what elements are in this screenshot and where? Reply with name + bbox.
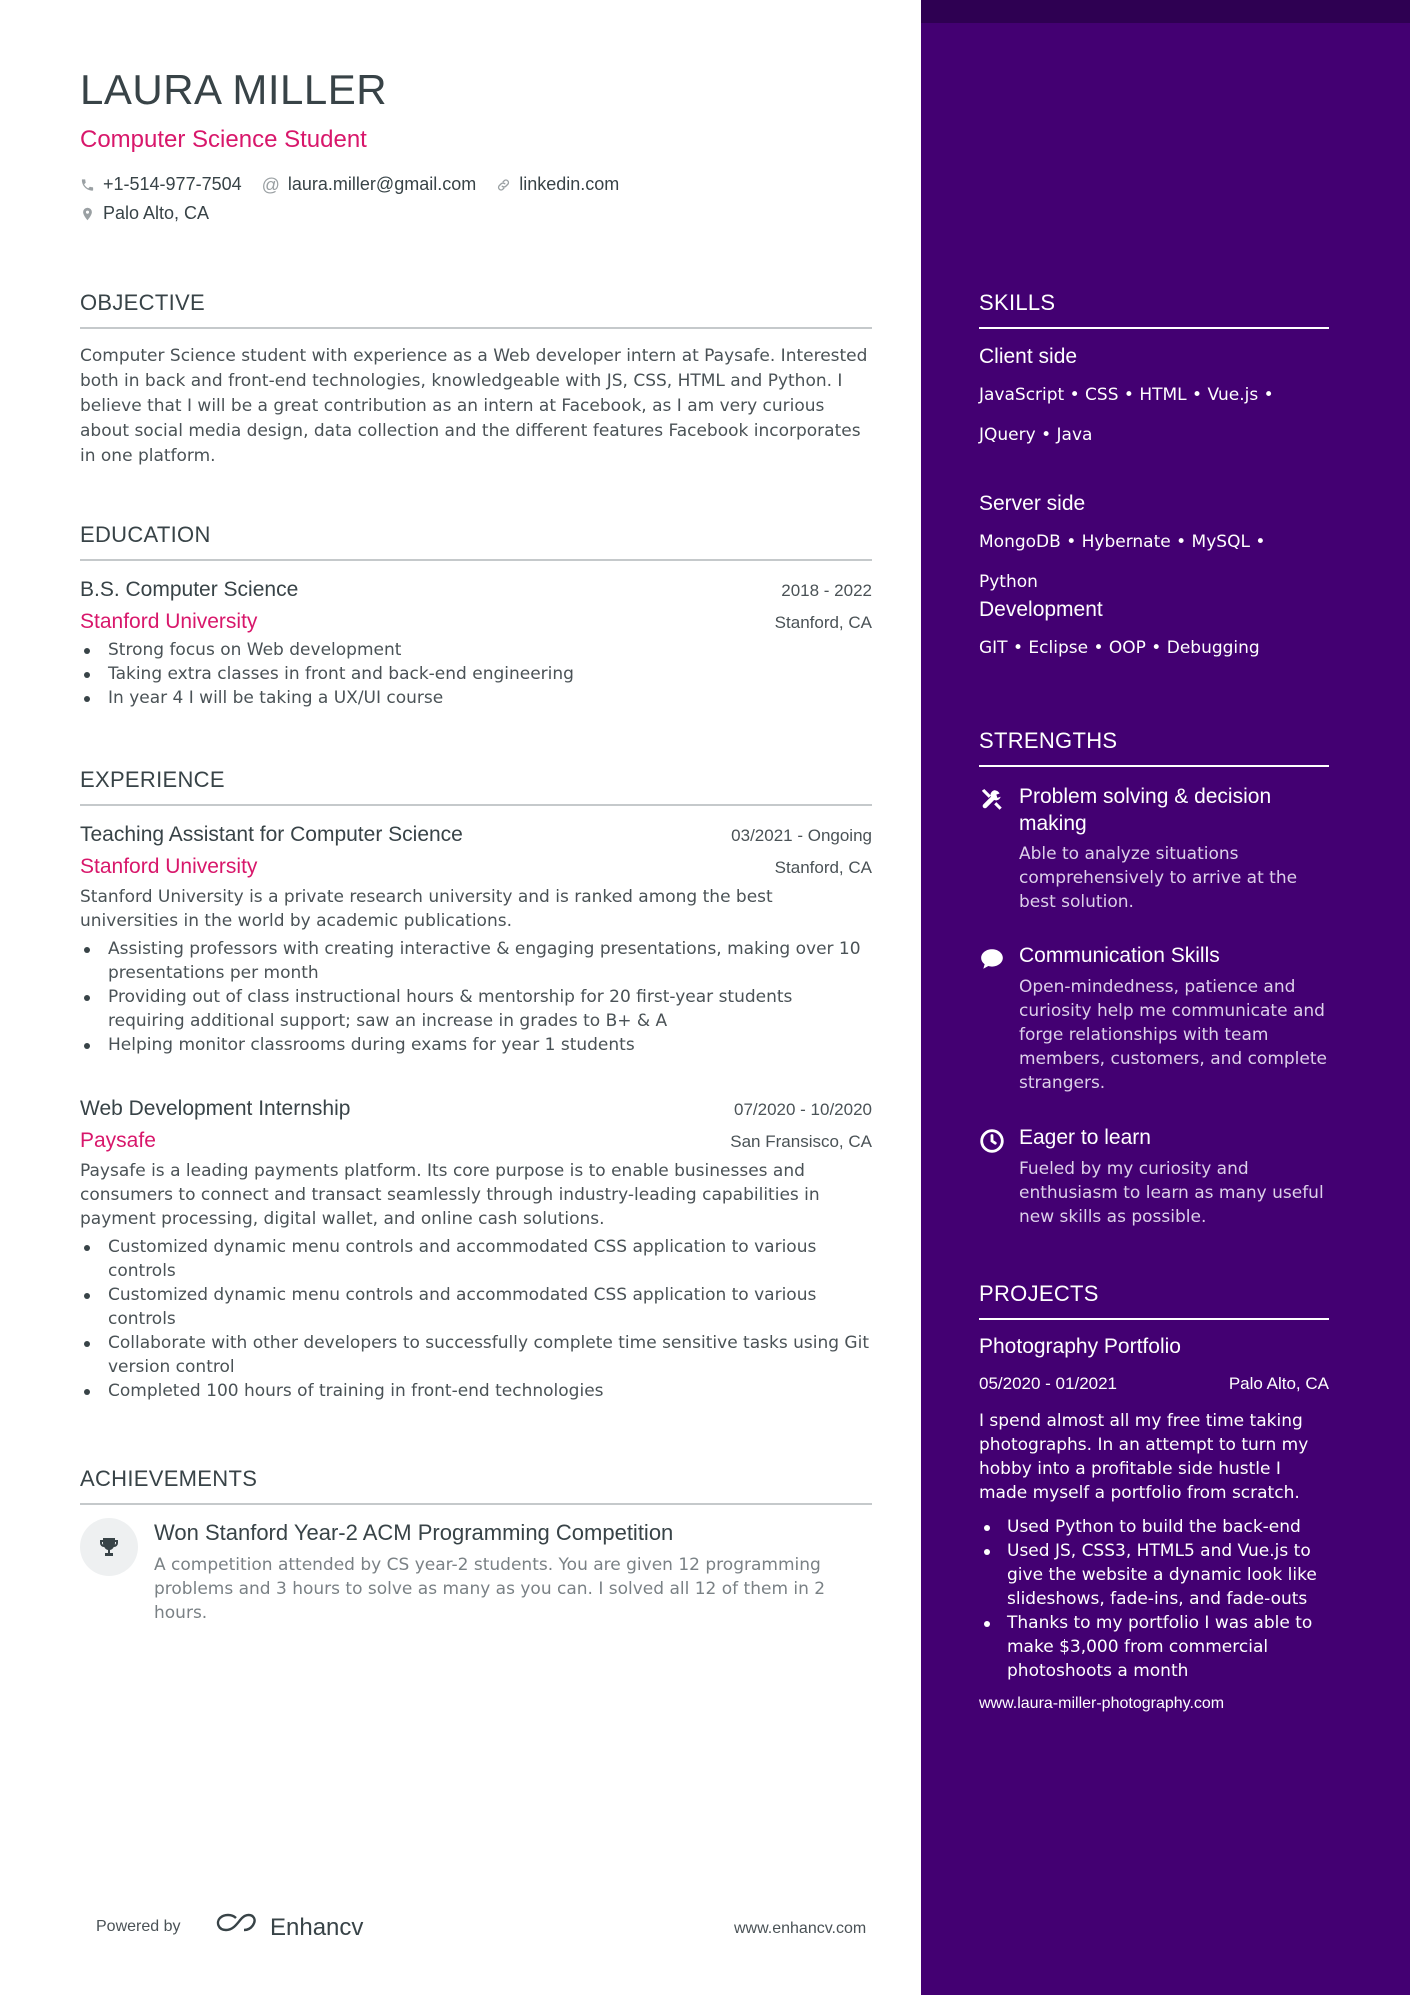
contact-row-2 [80,203,209,224]
job-role: Teaching Assistant for Computer Science [80,823,463,846]
skill-group-title: Development [979,598,1103,621]
email-text: laura.miller@gmail.com [287,174,477,194]
experience-entry [80,1097,872,1403]
job-dates: 07/2020 - 10/2020 [733,1100,872,1119]
contact-email[interactable] [262,174,477,195]
job-description: Stanford University is a private research university and is ranked among the best universities in the world by academic publications. [80,887,773,931]
achievements-heading: ACHIEVEMENTS [80,1466,872,1505]
achievement-description: A competition attended by CS year-2 students. You are given 12 programming problems and 3 hours to solve as many as you can. I solved all 12 of them in 2 hours. [154,1555,826,1623]
phone-icon [80,176,95,194]
project-location: Palo Alto, CA [1228,1374,1329,1393]
sidebar-top-band [921,0,1410,23]
job-org: Paysafe [80,1129,156,1152]
footer-logo[interactable] [214,1912,363,1943]
at-icon: @ [261,174,280,195]
list-item: Providing out of class instructional hours & mentorship for 20 first-year students requiring additional support; saw an increase in grades to B+ & A [80,985,872,1033]
trophy-icon [80,1518,138,1576]
candidate-name: LAURA MILLER [80,66,388,113]
list-item: Taking extra classes in front and back-end engineering [80,662,872,686]
experience-entry [80,823,872,1057]
enhancv-logo-icon [214,1912,262,1943]
list-item: Collaborate with other developers to successfully complete time sensitive tasks using Git version control [80,1331,872,1379]
job-bullets [80,937,872,1057]
degree: B.S. Computer Science [80,578,299,601]
sidebar [921,0,1410,1995]
location-pin-icon [80,205,95,223]
speech-bubble-icon [979,946,1005,972]
strength-title: Problem solving & decision making [1019,785,1272,835]
project-bullets [979,1515,1329,1683]
hammer-wrench-icon [979,787,1005,813]
job-org: Stanford University [80,855,258,878]
list-item: Strong focus on Web development [80,638,872,662]
footer-powered-by: Powered by [96,1918,181,1935]
education-bullets [80,638,872,710]
strengths-heading: STRENGTHS [979,728,1329,767]
project-dates: 05/2020 - 01/2021 [979,1374,1118,1393]
school: Stanford University [80,610,258,633]
project-title: Photography Portfolio [979,1335,1181,1358]
list-item: Customized dynamic menu controls and accommodated CSS application to various controls [80,1235,872,1283]
footer-url[interactable]: www.enhancv.com [734,1920,867,1937]
list-item: Customized dynamic menu controls and accommodated CSS application to various controls [80,1283,872,1331]
objective-heading: OBJECTIVE [80,290,872,329]
link-text: linkedin.com [519,174,620,194]
candidate-title: Computer Science Student [80,126,367,153]
education-location: Stanford, CA [774,613,872,632]
objective-text: Computer Science student with experience as a Web developer intern at Paysafe. Interested both in back and front-end technologies, knowledgeable with JS, CSS, HTML and Python. I believe that I will be a great contribution as an intern at Facebook, as I am very curious about social media design, data collection and the different features Facebook incorporates in one platform. [80,346,868,466]
job-location: San Fransisco, CA [730,1132,872,1151]
list-item: Helping monitor classrooms during exams for year 1 students [80,1033,872,1057]
list-item: In year 4 I will be taking a UX/UI course [80,686,872,710]
contact-phone[interactable] [80,174,242,195]
education-dates: 2018 - 2022 [781,581,872,600]
experience-heading: EXPERIENCE [80,767,872,806]
clock-icon [979,1128,1005,1154]
achievement-title: Won Stanford Year-2 ACM Programming Competition [154,1520,674,1545]
job-role: Web Development Internship [80,1097,351,1120]
list-item: Used JS, CSS3, HTML5 and Vue.js to give the website a dynamic look like slideshows, fade-ins, and fade-outs [979,1539,1329,1611]
job-location: Stanford, CA [774,858,872,877]
project-meta [979,1374,1329,1394]
job-bullets [80,1235,872,1403]
list-item: Assisting professors with creating interactive & engaging presentations, making over 10 presentations per month [80,937,872,985]
skill-group-title: Client side [979,345,1078,368]
enhancv-brand: Enhancv [270,1913,364,1941]
job-description: Paysafe is a leading payments platform. Its core purpose is to enable businesses and consumers to connect and transact seamlessly through industry-leading capabilities in payment processing, digital wallet, and online cash solutions. [80,1161,820,1229]
skills-heading: SKILLS [979,290,1329,329]
education-heading: EDUCATION [80,522,872,561]
list-item: Used Python to build the back-end [979,1515,1329,1539]
strength-description: Open-mindedness, patience and curiosity help me communicate and forge relationships with team members, customers, and complete strangers. [1019,977,1327,1093]
project-url[interactable]: www.laura-miller-photography.com [979,1695,1225,1712]
skill-group-items: MongoDB • Hybernate • MySQL • Python [979,532,1266,592]
contact-location [80,203,209,224]
location-text: Palo Alto, CA [103,203,210,223]
link-icon [496,176,511,194]
education-entry [80,578,872,710]
phone-text: +1-514-977-7504 [103,174,242,194]
contact-link[interactable] [496,174,619,195]
projects-heading: PROJECTS [979,1281,1329,1320]
project-description: I spend almost all my free time taking photographs. In an attempt to turn my hobby into a profitable side hustle I made myself a portfolio from scratch. [979,1411,1309,1503]
list-item: Thanks to my portfolio I was able to make $3,000 from commercial photoshoots a month [979,1611,1329,1683]
skill-group-items: GIT • Eclipse • OOP • Debugging [979,638,1260,658]
contact-row [80,174,619,195]
skill-group-title: Server side [979,492,1086,515]
skill-group-items: JavaScript • CSS • HTML • Vue.js • JQuery • Java [979,385,1274,445]
job-dates: 03/2021 - Ongoing [731,826,872,845]
strength-title: Eager to learn [1019,1126,1151,1149]
strength-title: Communication Skills [1019,944,1220,967]
strength-description: Fueled by my curiosity and enthusiasm to learn as many useful new skills as possible. [1019,1159,1324,1227]
strength-description: Able to analyze situations comprehensively to arrive at the best solution. [1019,844,1298,912]
list-item: Completed 100 hours of training in front-end technologies [80,1379,872,1403]
